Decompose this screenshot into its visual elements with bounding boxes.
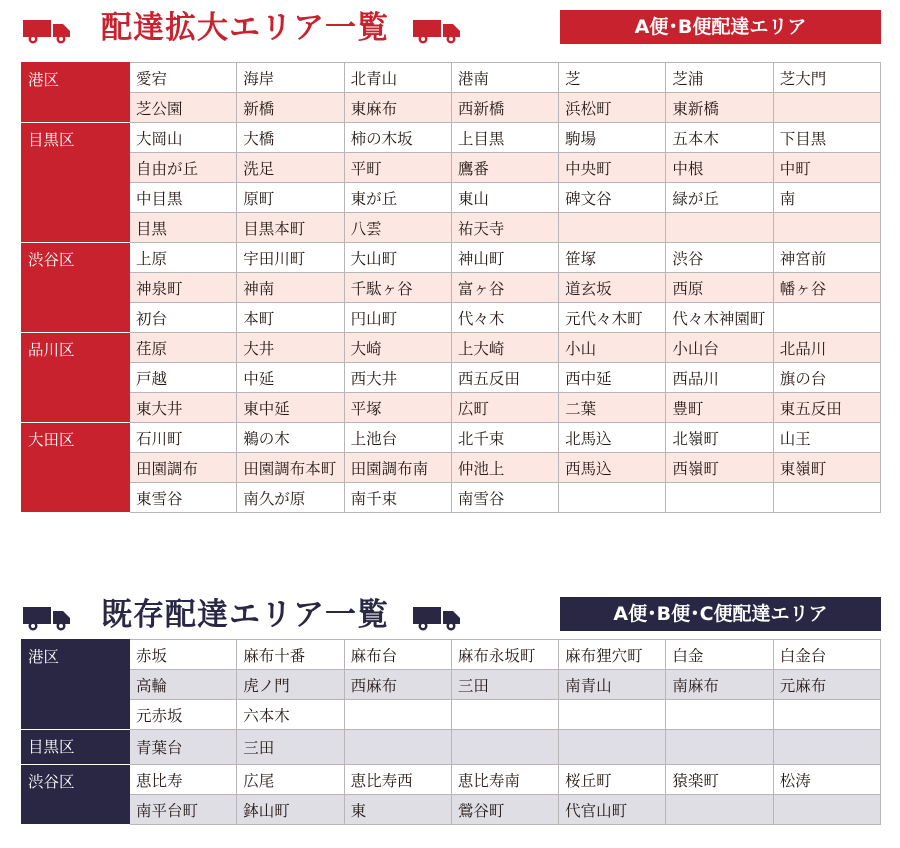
area-cell: 三田 [451, 670, 558, 700]
ward-cell: 渋谷区 [22, 765, 130, 825]
area-cell: 下目黒 [773, 123, 880, 153]
area-cell: 恵比寿 [130, 765, 237, 795]
area-cell: 緑が丘 [666, 183, 773, 213]
area-cell: 青葉台 [130, 730, 237, 765]
area-cell: 鵜の木 [237, 423, 344, 453]
area-cell: 田園調布南 [344, 453, 451, 483]
area-cell: 山王 [773, 423, 880, 453]
area-cell: 北青山 [344, 63, 451, 93]
area-cell: 元麻布 [773, 670, 880, 700]
area-cell [451, 730, 558, 765]
area-cell: 元代々木町 [559, 303, 666, 333]
table-row [22, 393, 881, 423]
area-cell: 小山 [559, 333, 666, 363]
area-cell: 赤坂 [130, 640, 237, 670]
area-cell: 元赤坂 [130, 700, 237, 730]
area-cell: 荏原 [130, 333, 237, 363]
table-row [22, 183, 881, 213]
area-cell [666, 730, 773, 765]
area-cell: 笹塚 [559, 243, 666, 273]
area-cell: 東 [344, 795, 451, 825]
area-cell: 鶯谷町 [451, 795, 558, 825]
existing-header [21, 587, 881, 645]
area-cell: 南麻布 [666, 670, 773, 700]
area-cell: 二葉 [559, 393, 666, 423]
area-cell: 麻布永坂町 [451, 640, 558, 670]
area-cell: 鷹番 [451, 153, 558, 183]
ward-cell: 品川区 [22, 333, 130, 423]
area-cell: 芝 [559, 63, 666, 93]
area-cell: 南平台町 [130, 795, 237, 825]
area-cell: 目黒本町 [237, 213, 344, 243]
delivery-truck-icon [413, 16, 463, 44]
area-cell: 桜丘町 [559, 765, 666, 795]
area-cell: 道玄坂 [559, 273, 666, 303]
area-cell: 小山台 [666, 333, 773, 363]
table-row [22, 730, 881, 765]
area-cell: 白金台 [773, 640, 880, 670]
area-cell: 田園調布本町 [237, 453, 344, 483]
table-row [22, 333, 881, 363]
area-cell: 白金 [666, 640, 773, 670]
area-cell: 芝浦 [666, 63, 773, 93]
area-cell: 広尾 [237, 765, 344, 795]
area-cell: 旗の台 [773, 363, 880, 393]
area-cell [559, 700, 666, 730]
area-cell: 大岡山 [130, 123, 237, 153]
area-cell [773, 93, 880, 123]
area-cell [344, 730, 451, 765]
area-cell: 大橋 [237, 123, 344, 153]
existing-title: 既存配達エリア一覧 [101, 597, 389, 633]
table-row [22, 273, 881, 303]
area-cell: 代官山町 [559, 795, 666, 825]
area-cell: 東大井 [130, 393, 237, 423]
area-cell: 南雪谷 [451, 483, 558, 513]
area-cell: 西馬込 [559, 453, 666, 483]
area-cell: 石川町 [130, 423, 237, 453]
area-cell: 愛宕 [130, 63, 237, 93]
area-cell: 南久が原 [237, 483, 344, 513]
area-cell: 幡ヶ谷 [773, 273, 880, 303]
area-cell: 恵比寿南 [451, 765, 558, 795]
area-cell [773, 795, 880, 825]
area-cell: 上池台 [344, 423, 451, 453]
area-cell: 六本木 [237, 700, 344, 730]
area-cell: 西大井 [344, 363, 451, 393]
existing-badge: A便･B便･C便配達エリア [560, 597, 881, 631]
area-cell: 南青山 [559, 670, 666, 700]
area-cell: 中町 [773, 153, 880, 183]
area-cell: 麻布台 [344, 640, 451, 670]
table-row [22, 700, 881, 730]
area-cell: 洗足 [237, 153, 344, 183]
area-cell: 平町 [344, 153, 451, 183]
area-cell: 大山町 [344, 243, 451, 273]
area-cell: 恵比寿西 [344, 765, 451, 795]
area-cell: 千駄ヶ谷 [344, 273, 451, 303]
area-cell: 西嶺町 [666, 453, 773, 483]
existing-table [21, 639, 881, 825]
area-cell: 北品川 [773, 333, 880, 363]
area-cell: 本町 [237, 303, 344, 333]
area-cell: 松涛 [773, 765, 880, 795]
area-cell: 戸越 [130, 363, 237, 393]
area-cell: 駒場 [559, 123, 666, 153]
area-cell: 中延 [237, 363, 344, 393]
area-cell [451, 700, 558, 730]
table-row [22, 765, 881, 795]
ward-cell: 大田区 [22, 423, 130, 513]
area-cell: 神泉町 [130, 273, 237, 303]
area-cell: 東山 [451, 183, 558, 213]
area-cell: 神山町 [451, 243, 558, 273]
area-cell: 北千束 [451, 423, 558, 453]
delivery-truck-icon [413, 603, 463, 631]
area-cell: 東が丘 [344, 183, 451, 213]
area-cell: 富ヶ谷 [451, 273, 558, 303]
area-cell: 浜松町 [559, 93, 666, 123]
area-cell: 柿の木坂 [344, 123, 451, 153]
table-row [22, 93, 881, 123]
table-row [22, 153, 881, 183]
area-cell: 自由が丘 [130, 153, 237, 183]
area-cell: 西麻布 [344, 670, 451, 700]
area-cell: 猿楽町 [666, 765, 773, 795]
table-row [22, 63, 881, 93]
area-cell: 高輪 [130, 670, 237, 700]
table-row [22, 453, 881, 483]
area-cell: 上大崎 [451, 333, 558, 363]
area-cell: 東嶺町 [773, 453, 880, 483]
area-cell: 中央町 [559, 153, 666, 183]
area-cell: 港南 [451, 63, 558, 93]
area-cell: 原町 [237, 183, 344, 213]
area-cell [773, 483, 880, 513]
area-cell: 東五反田 [773, 393, 880, 423]
area-cell: 祐天寺 [451, 213, 558, 243]
table-row [22, 423, 881, 453]
area-cell [773, 303, 880, 333]
expansion-badge: A便･B便配達エリア [560, 10, 881, 44]
area-cell: 東新橋 [666, 93, 773, 123]
area-cell: 代々木 [451, 303, 558, 333]
table-row [22, 123, 881, 153]
area-cell: 西新橋 [451, 93, 558, 123]
area-cell [559, 730, 666, 765]
area-cell: 碑文谷 [559, 183, 666, 213]
area-cell: 上目黒 [451, 123, 558, 153]
table-row [22, 213, 881, 243]
ward-cell: 渋谷区 [22, 243, 130, 333]
area-cell: 神宮前 [773, 243, 880, 273]
area-cell: 北嶺町 [666, 423, 773, 453]
area-cell: 大井 [237, 333, 344, 363]
area-cell: 渋谷 [666, 243, 773, 273]
area-cell [344, 700, 451, 730]
area-cell: 南千束 [344, 483, 451, 513]
area-cell [773, 213, 880, 243]
area-cell [773, 730, 880, 765]
existing-section [21, 587, 881, 825]
ward-cell: 目黒区 [22, 123, 130, 243]
table-row [22, 483, 881, 513]
area-cell: 虎ノ門 [237, 670, 344, 700]
table-row [22, 243, 881, 273]
area-cell: 八雲 [344, 213, 451, 243]
area-cell: 芝公園 [130, 93, 237, 123]
area-cell: 神南 [237, 273, 344, 303]
area-cell: 鉢山町 [237, 795, 344, 825]
area-cell: 海岸 [237, 63, 344, 93]
area-cell [666, 213, 773, 243]
area-cell: 西品川 [666, 363, 773, 393]
area-cell: 芝大門 [773, 63, 880, 93]
expansion-title: 配達拡大エリア一覧 [101, 10, 389, 46]
area-cell: 豊町 [666, 393, 773, 423]
area-cell [773, 700, 880, 730]
area-cell: 仲池上 [451, 453, 558, 483]
area-cell: 五本木 [666, 123, 773, 153]
area-cell [559, 483, 666, 513]
area-cell: 上原 [130, 243, 237, 273]
delivery-truck-icon [23, 603, 73, 631]
expansion-table [21, 62, 881, 513]
area-cell: 中根 [666, 153, 773, 183]
ward-cell: 目黒区 [22, 730, 130, 765]
area-cell: 広町 [451, 393, 558, 423]
area-cell: 中目黒 [130, 183, 237, 213]
table-row [22, 670, 881, 700]
area-cell: 麻布十番 [237, 640, 344, 670]
area-cell [559, 213, 666, 243]
area-cell [666, 795, 773, 825]
area-cell: 東麻布 [344, 93, 451, 123]
area-cell: 平塚 [344, 393, 451, 423]
table-row [22, 303, 881, 333]
area-cell: 大崎 [344, 333, 451, 363]
area-cell: 三田 [237, 730, 344, 765]
area-cell [666, 700, 773, 730]
area-cell: 西五反田 [451, 363, 558, 393]
area-cell: 麻布狸穴町 [559, 640, 666, 670]
area-cell: 目黒 [130, 213, 237, 243]
area-cell [666, 483, 773, 513]
table-row [22, 363, 881, 393]
ward-cell: 港区 [22, 63, 130, 123]
area-cell: 西中延 [559, 363, 666, 393]
area-cell: 田園調布 [130, 453, 237, 483]
table-row [22, 795, 881, 825]
area-cell: 円山町 [344, 303, 451, 333]
area-cell: 代々木神園町 [666, 303, 773, 333]
area-cell: 北馬込 [559, 423, 666, 453]
delivery-truck-icon [23, 16, 73, 44]
area-cell: 初台 [130, 303, 237, 333]
expansion-header [21, 0, 881, 58]
area-cell: 新橋 [237, 93, 344, 123]
expansion-section [21, 0, 881, 513]
area-cell: 東雪谷 [130, 483, 237, 513]
area-cell: 西原 [666, 273, 773, 303]
area-cell: 東中延 [237, 393, 344, 423]
area-cell: 宇田川町 [237, 243, 344, 273]
area-cell: 南 [773, 183, 880, 213]
ward-cell: 港区 [22, 640, 130, 730]
